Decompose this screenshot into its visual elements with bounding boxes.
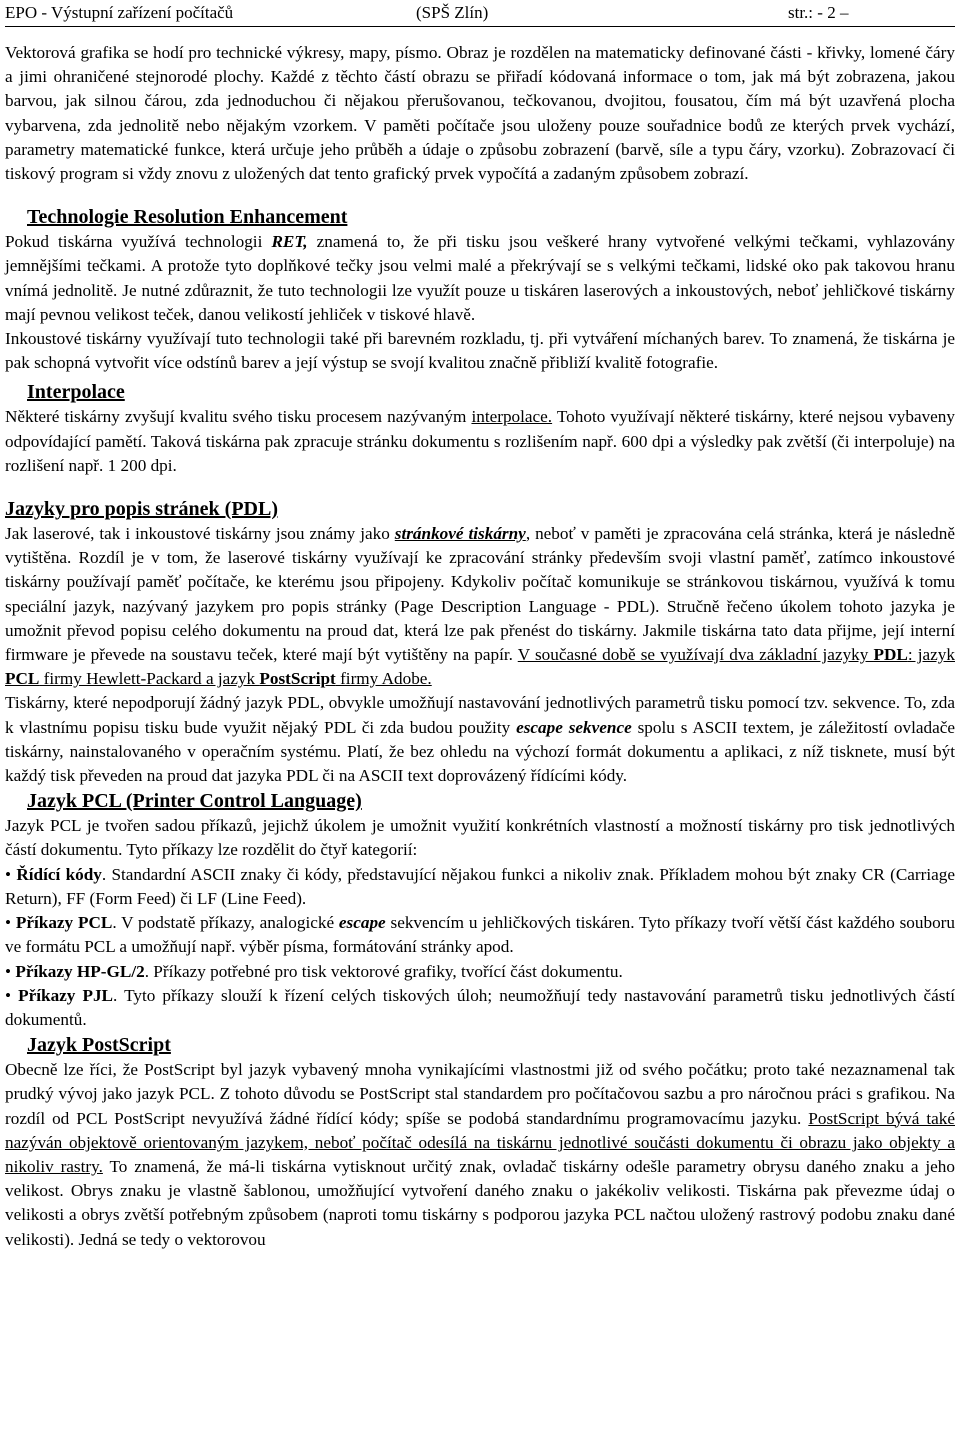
bullet-icon: • xyxy=(5,985,12,1005)
pcl-bullet-ridici-kody: • Řídící kódy. Standardní ASCII znaky či kódy, představující nějakou funkci a nikoliv znak. Příkladem mohou být znaky CR (Carriage Return), FF (Form Feed) či LF (Line Feed). xyxy=(5,864,955,908)
intro-paragraph: Vektorová grafika se hodí pro technické výkresy, mapy, písmo. Obraz je rozdělen na matematicky definované části - křivky, lomené čáry a jimi ohraničené stejnorodé plochy. Každé z těchto částí obrazu se přiřadí kódovaná informace o tom, jak má být zobrazena, jakou barvou, jak silnou čárou, zda jednoduchou či nějakou přerušovanou, tečkovanou, dvojitou, fousatou, čím má být uzavřená plocha vybarvena, zda jednolitě nebo nějakým vzorkem. V paměti počítače jsou uloženy pouze souřadnice bodů ze kterých prvek vychází, parametry matematické funkce, která určuje jeho průběh a údaje o způsobu zobrazení (barvě, síle a typu čáry, vzorku). Zobrazovací či tiskový program si vždy znovu z uložených dat tento grafický prvek vypočítá a zadaným způsobem zobrazí. xyxy=(5,43,955,184)
section-heading-pdl: Jazyky pro popis stránek (PDL) xyxy=(5,498,278,521)
pdl-paragraph-2: Tiskárny, které nepodporují žádný jazyk PDL, obvykle umožňují nastavování jednotlivých parametrů tisku pomocí tzv. sekvence. To, zda k vlastnímu popisu tisku bude využit nějaký PDL či zda budou použity escape sekvence spolu s ASCII textem, je záležitostí ovladače tiskárny, nainstalovaného v operačním systému. Platí, že bez ohledu na výchozí formát dokumentu a aplikaci, z níž tisknete, musí být každý tisk převeden na proud dat jazyka PDL či na ASCII text doprovázený řídícími kódy. xyxy=(5,693,955,786)
pdl-paragraph-1: Jak laserové, tak i inkoustové tiskárny jsou známy jako stránkové tiskárny, neboť v paměti je zpracována celá stránka, která je následně vytištěna. Rozdíl je v tom, že laserové tiskárny využívají ke zpracování stránky především svoji vlastní paměť, zatímco inkoustové tiskárny používají paměť počítače, ke kterému jsou připojeny. Kdykoliv počítač komunikuje se stránkovou tiskárnou, využívá k tomu speciální jazyk, nazývaný jazykem pro popis stránky (Page Description Language - PDL). Stručně řečeno úkolem tohoto jazyka je umožnit převod popisu celého dokumentu na proud dat, která lze pak přenést do tiskárny. Jakmile tiskárna tato data přijme, její interní firmware je převede na soustavu teček, které mají být vytištěny na papír. V současné době se využívají dva základní jazyky PDL: jazyk PCL firmy Hewlett-Packard a jazyk PostScript firmy Adobe. xyxy=(5,524,955,689)
section-heading-interpolace: Interpolace xyxy=(27,381,125,404)
header-title: EPO - Výstupní zařízení počítačů xyxy=(5,3,234,22)
section-heading-postscript: Jazyk PostScript xyxy=(27,1034,171,1057)
section-heading-pcl: Jazyk PCL (Printer Control Language) xyxy=(27,790,362,813)
interp-paragraph: Některé tiskárny zvyšují kvalitu svého tisku procesem nazývaným interpolace. Tohoto využívají některé tiskárny, které nejsou vybaveny odpovídající pamětí. Taková tiskárna pak zpracuje stránku dokumentu s rozlišením např. 600 dpi a výsledky pak zvětší (či interpoluje) na rozlišení např. 1 200 dpi. xyxy=(5,407,955,475)
section-heading-ret: Technologie Resolution Enhancement xyxy=(27,206,348,229)
bullet-icon: • xyxy=(5,961,12,981)
bullet-icon: • xyxy=(5,913,12,933)
pcl-bullet-hpgl2: • Příkazy HP-GL/2. Příkazy potřebné pro tisk vektorové grafiky, tvořící část dokumentu. xyxy=(5,961,623,981)
page-header xyxy=(5,0,955,27)
bullet-icon: • xyxy=(5,864,12,884)
header-school: (SPŠ Zlín) xyxy=(416,3,489,22)
ret-paragraph-2: Inkoustové tiskárny využívají tuto technologii také při barevném rozkladu, tj. při vytváření míchaných barev. To znamená, že tiskárna je pak schopná vytvořit více odstínů barev a její výstup se svojí kvalitou značně přibliží kvalitě fotografie. xyxy=(5,329,955,373)
ret-paragraph-1: Pokud tiskárna využívá technologii RET, znamená to, že při tisku jsou veškeré hrany vytvořené velkými tečkami, vyhlazovány jemnějšími tečkami. A protože tyto doplňkové tečky jsou velmi malé a překrývají se s velkými tečkami, lidské oko pak takovou hranu vnímá jednolitě. Je nutné zdůraznit, že tuto technologii lze využít pouze u tiskáren laserových a inkoustových, neboť jehličkové tiskárny mají pevnou velikost teček, danou velikostí jehliček v tiskové hlavě. xyxy=(5,232,955,324)
pcl-bullet-prikazy-pcl: • Příkazy PCL. V podstatě příkazy, analogické escape sekvencím u jehličkových tiskáren. Tyto příkazy tvoří větší část každého souboru ve formátu PCL a umožňují např. výběr písma, formátování stránky apod. xyxy=(5,913,955,957)
header-page-number: str.: - 2 – xyxy=(788,3,849,22)
pcl-paragraph: Jazyk PCL je tvořen sadou příkazů, jejichž úkolem je umožnit využití konkrétních vlastností a možností tiskárny pro tisk jednotlivých částí dokumentu. Tyto příkazy lze rozdělit do čtyř kategorií: xyxy=(5,816,955,860)
postscript-paragraph: Obecně lze říci, že PostScript byl jazyk vybavený mnoha vynikajícími vlastnostmi již od svého počátku; proto také nezaznamenal tak prudký vývoj jako jazyk PCL. Z tohoto důvodu se PostScript stal standardem pro počítačovou sazbu a pro náročnou práci s grafikou. Na rozdíl od PCL PostScript nevyužívá žádné řídící kódy; spíše se podobá standardnímu programovacímu jazyku. PostScript bývá také nazýván objektově orientovaným jazykem, neboť počítač odesílá na tiskárnu jednotlivé součásti dokumentu či obrazu jako objekty a nikoliv rastry. To znamená, že má-li tiskárna vytisknout určitý znak, ovladač tiskárny odešle parametry obrysu daného znaku a jeho velikost. Obrys znaku je vlastně šablonou, umožňující vytvoření daného znaku o jakékoliv velikosti. Tiskárna pak převezme údaj o velikosti a obrys zvětší potřebným způsobem (naproti tomu tiskárny s podporou jazyka PCL načtou uložený rastrový podobu znaku dané velikosti). Jedná se tedy o vektorovou xyxy=(5,1060,955,1249)
pcl-bullet-pjl: • Příkazy PJL. Tyto příkazy slouží k řízení celých tiskových úloh; neumožňují tedy nastavování parametrů tisku jednotlivých částí dokumentů. xyxy=(5,985,955,1029)
